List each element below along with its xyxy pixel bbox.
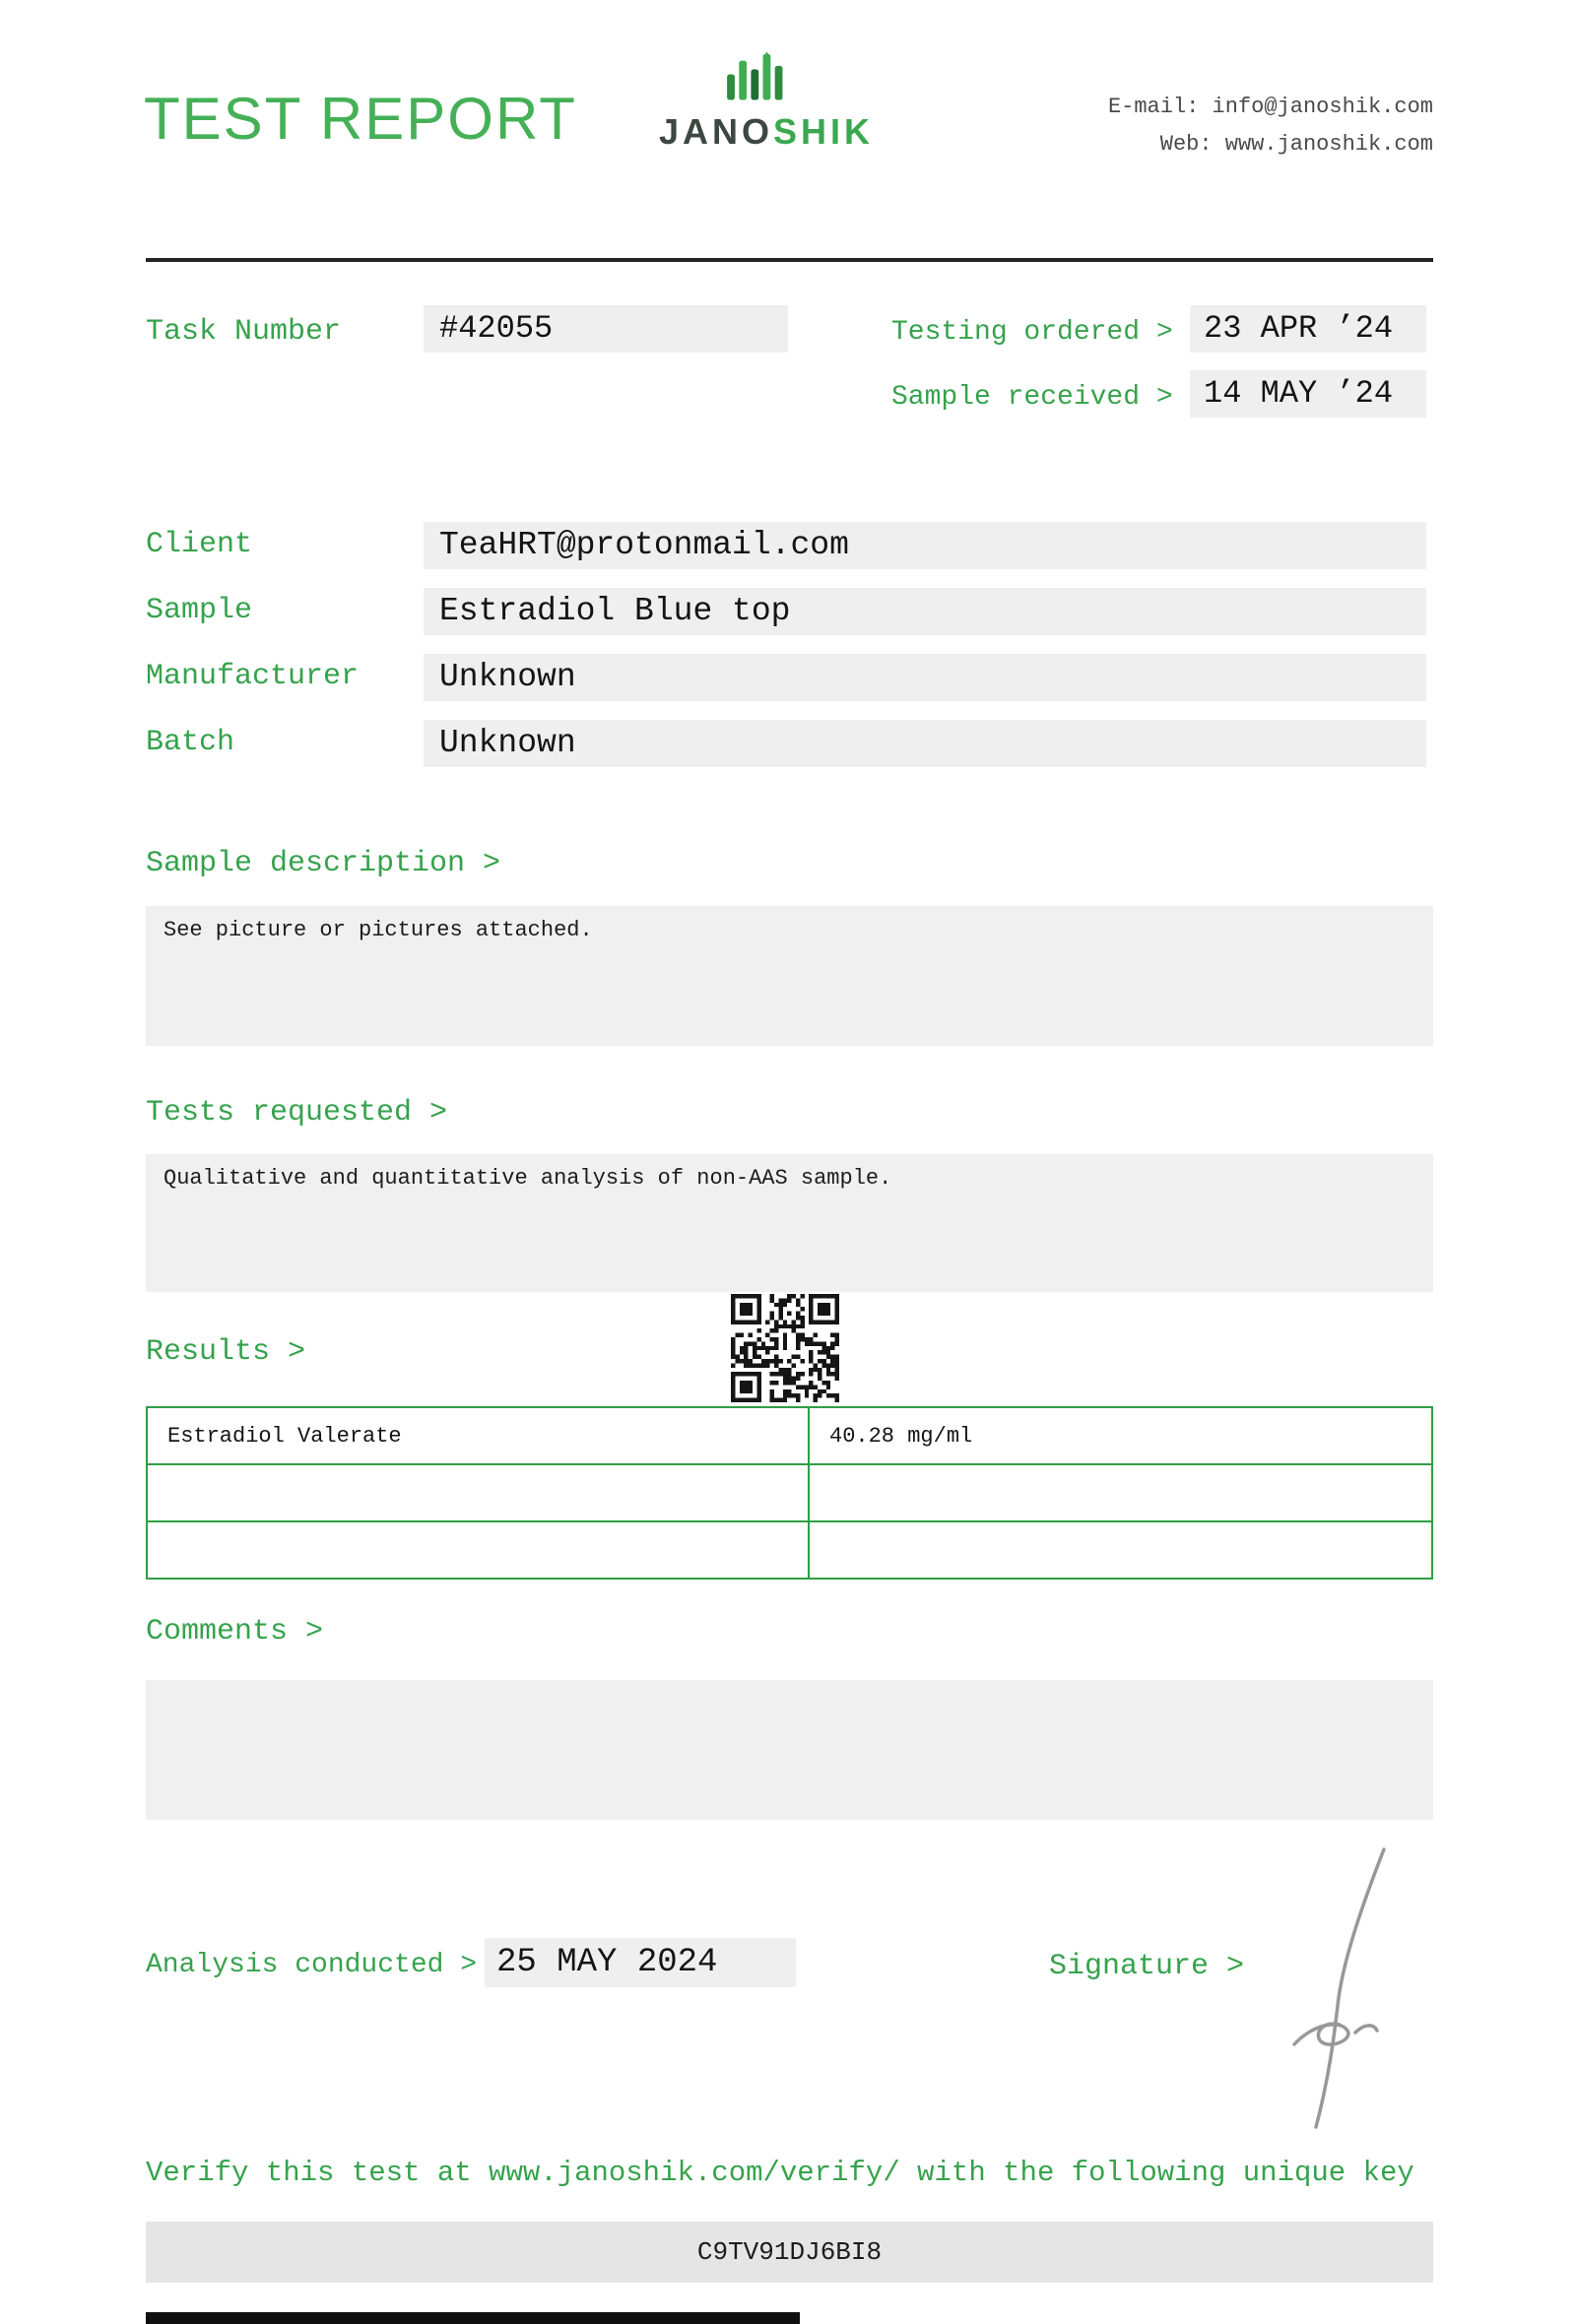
- contact-email: E-mail: info@janoshik.com: [1107, 95, 1433, 119]
- logo-text-shik: SHIK: [773, 111, 875, 152]
- result-value: [809, 1521, 1432, 1579]
- page-bottom-bar: [146, 2312, 800, 2324]
- results-row: [147, 1464, 1432, 1521]
- comments-heading: Comments >: [146, 1615, 324, 1648]
- contact-info: [1108, 89, 1433, 163]
- logo-text-jano: JANO: [658, 111, 773, 152]
- analysis-conducted-date: 25 MAY 2024: [485, 1938, 796, 1987]
- task-number-label: Task Number: [146, 315, 342, 349]
- signature-image: [1261, 1843, 1428, 2134]
- result-value: [809, 1464, 1432, 1521]
- client-value: TeaHRT@protonmail.com: [424, 522, 1426, 569]
- result-name: [147, 1464, 809, 1521]
- analysis-conducted-label: Analysis conducted >: [146, 1950, 478, 1980]
- sample-received-value: 14 MAY ’24: [1190, 370, 1426, 418]
- info-row-sample: [146, 588, 1433, 635]
- info-row-batch: [146, 720, 1433, 767]
- testing-ordered-label: Testing ordered >: [891, 317, 1173, 348]
- report-title: TEST REPORT: [144, 86, 577, 152]
- client-label: Client: [146, 528, 253, 561]
- tests-requested-box: Qualitative and quantitative analysis of non-AAS sample.: [146, 1154, 1433, 1292]
- result-name: [147, 1521, 809, 1579]
- sample-label: Sample: [146, 594, 253, 627]
- result-name: Estradiol Valerate: [147, 1407, 809, 1464]
- batch-label: Batch: [146, 726, 235, 759]
- info-row-client: [146, 522, 1433, 569]
- verify-instruction: Verify this test at www.janoshik.com/verify/ with the following unique key: [146, 2157, 1414, 2189]
- signature-label: Signature >: [1049, 1950, 1245, 1983]
- batch-value: Unknown: [424, 720, 1426, 767]
- contact-web: Web: www.janoshik.com: [1159, 132, 1433, 157]
- sample-value: Estradiol Blue top: [424, 588, 1426, 635]
- task-number-value: #42055: [424, 305, 788, 353]
- manufacturer-label: Manufacturer: [146, 660, 360, 693]
- testing-ordered-value: 23 APR ’24: [1190, 305, 1426, 353]
- logo: [638, 49, 894, 153]
- sample-description-box: See picture or pictures attached.: [146, 906, 1433, 1046]
- results-row: [147, 1521, 1432, 1579]
- tests-requested-heading: Tests requested >: [146, 1096, 448, 1130]
- comments-box: [146, 1680, 1433, 1820]
- result-value: 40.28 mg/ml: [809, 1407, 1432, 1464]
- qr-code: [731, 1294, 839, 1402]
- verify-key: C9TV91DJ6BI8: [146, 2222, 1433, 2283]
- sample-received-label: Sample received >: [891, 382, 1173, 413]
- info-row-manufacturer: [146, 654, 1433, 701]
- results-heading: Results >: [146, 1335, 306, 1369]
- header-divider: [146, 258, 1433, 262]
- sample-description-heading: Sample description >: [146, 847, 501, 880]
- logo-wordmark: [638, 111, 894, 153]
- results-table: [146, 1406, 1433, 1580]
- results-row: [147, 1407, 1432, 1464]
- manufacturer-value: Unknown: [424, 654, 1426, 701]
- logo-chart-icon: [715, 94, 818, 111]
